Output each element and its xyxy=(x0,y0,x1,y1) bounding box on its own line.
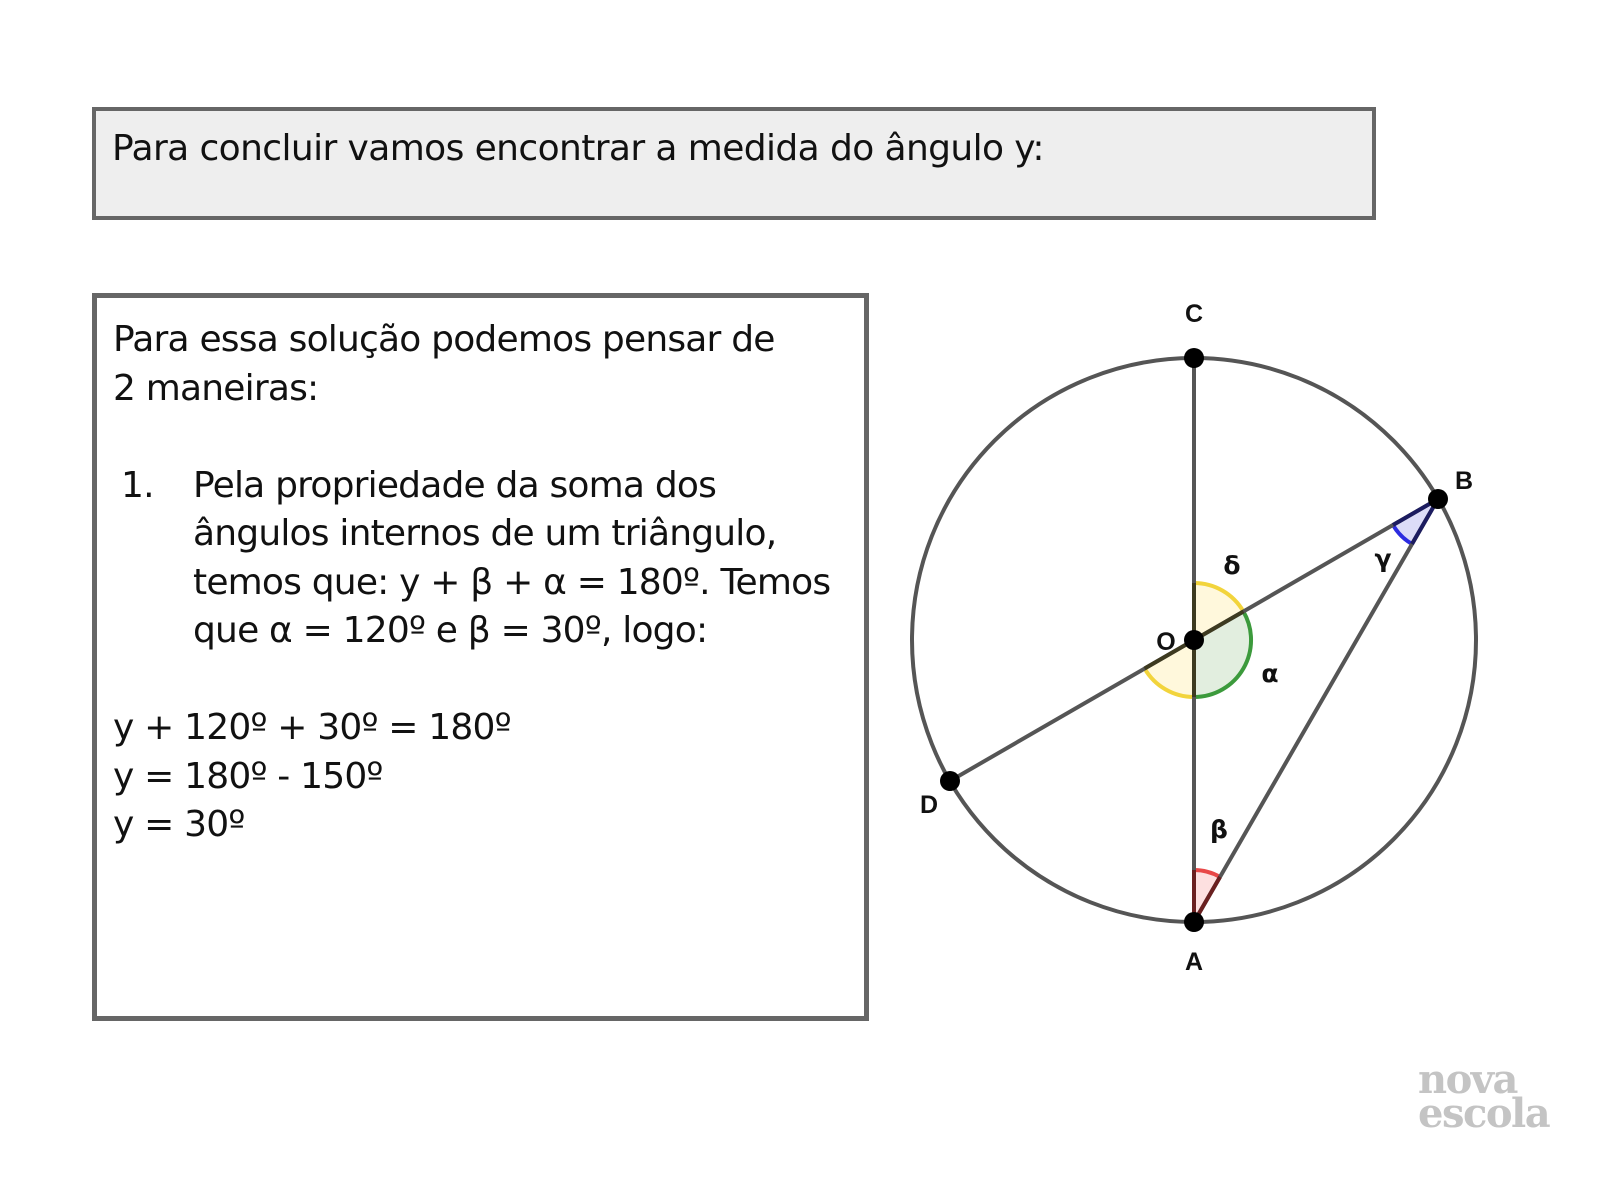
label-beta: β xyxy=(1210,815,1228,844)
list-line: que α = 120º e β = 30º, logo: xyxy=(193,610,708,651)
spacer xyxy=(113,656,854,705)
point-B xyxy=(1428,489,1448,509)
logo-line-1: nova xyxy=(1418,1056,1517,1103)
label-gamma: γ xyxy=(1374,544,1392,573)
label-delta: δ xyxy=(1223,551,1241,580)
label-C: C xyxy=(1184,300,1204,328)
label-O: O xyxy=(1156,628,1176,656)
label-D: D xyxy=(919,791,939,819)
list-line: Pela propriedade da soma dos xyxy=(193,464,717,506)
label-A: A xyxy=(1184,948,1204,976)
list-text xyxy=(193,462,854,656)
point-C xyxy=(1184,348,1204,368)
solution-content xyxy=(113,316,854,850)
equation-2: y = 180º - 150º xyxy=(113,755,383,797)
equation-3: y = 30º xyxy=(113,804,245,845)
label-alpha: α xyxy=(1261,659,1279,688)
logo-line-2: escola xyxy=(1418,1090,1550,1137)
list-number: 1. xyxy=(121,464,154,506)
list-line: temos que: y + β + α = 180º. Temos xyxy=(193,561,831,603)
list-item-1 xyxy=(113,462,854,656)
nova-escola-logo xyxy=(1418,1056,1550,1137)
circle-diagram xyxy=(880,290,1520,1010)
label-B: B xyxy=(1454,467,1474,495)
intro-line-1: Para essa solução podemos pensar de xyxy=(113,319,775,360)
solution-box xyxy=(92,293,869,1021)
title-text: Para concluir vamos encontrar a medida do ângulo y: xyxy=(112,128,1044,169)
intro-line-2: 2 maneiras: xyxy=(113,367,319,409)
title-box xyxy=(92,107,1376,220)
point-D xyxy=(940,771,960,791)
list-line: ângulos internos de um triângulo, xyxy=(193,513,777,554)
point-A xyxy=(1184,912,1204,932)
spacer xyxy=(113,413,854,462)
point-O xyxy=(1184,630,1204,650)
equation-1: y + 120º + 30º = 180º xyxy=(113,707,511,748)
